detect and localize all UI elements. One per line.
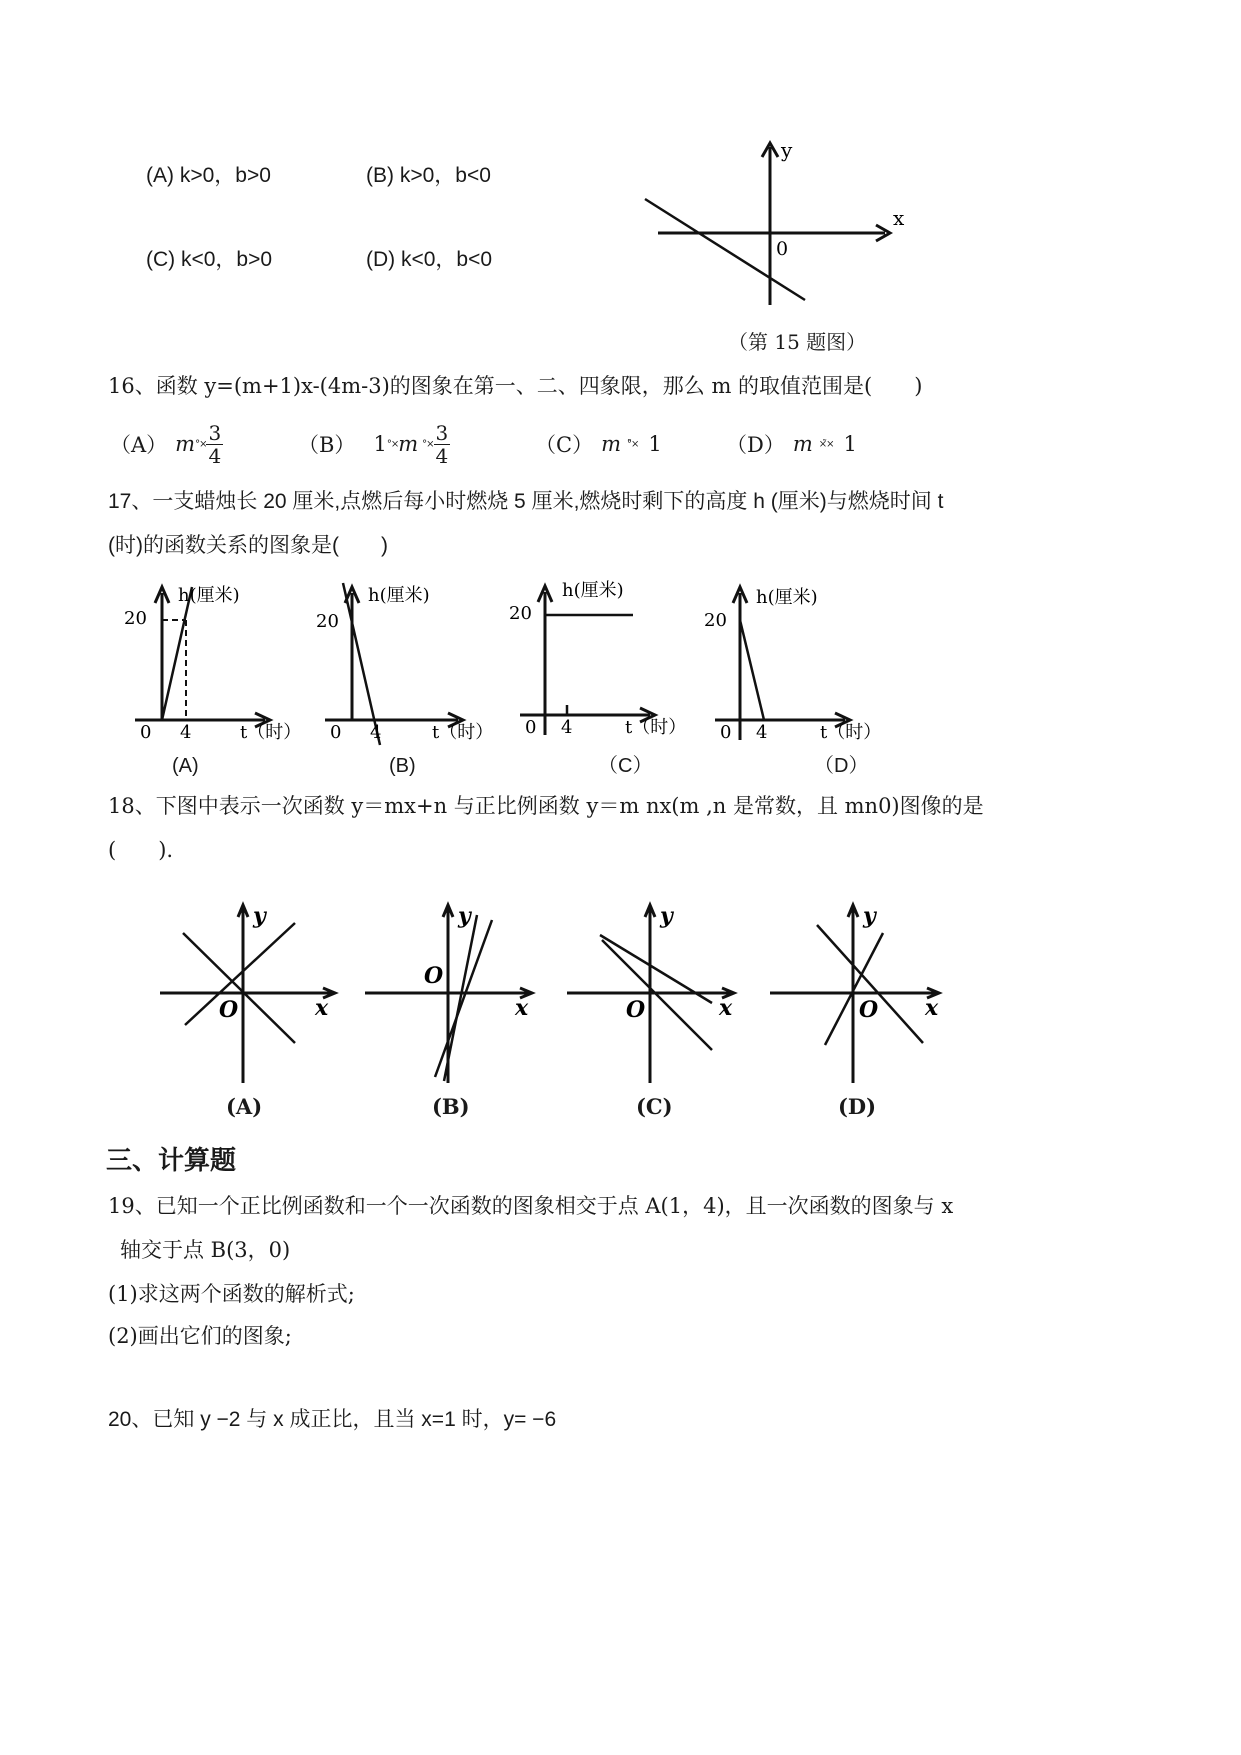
- q17-line1: 17、一支蜡烛长 20 厘米,点燃后每小时燃烧 5 厘米,燃烧时剩下的高度 h (厘米)与燃烧时间 t: [108, 490, 944, 513]
- q17-b-4: 4: [370, 722, 382, 743]
- q19-part2: (2)画出它们的图象;: [108, 1324, 292, 1348]
- q18-graph-b: [360, 895, 550, 1085]
- q17-caption-b: (B): [389, 755, 416, 777]
- q17-d-20: 20: [704, 610, 727, 631]
- q17-graph-d: [700, 575, 900, 750]
- q19-part1: (1)求这两个函数的解析式;: [108, 1282, 355, 1306]
- q17-a-h-label: h(厘米): [178, 585, 240, 606]
- q17-graph-c: [505, 570, 705, 745]
- q18-a-y: y: [253, 903, 266, 929]
- q17-caption-c: （C）: [598, 755, 653, 777]
- q15-option-d: (D) k<0，b<0: [366, 248, 493, 271]
- q18-b-y: y: [458, 903, 471, 929]
- q19-line1: 19、已知一个正比例函数和一个一次函数的图象相交于点 A(1，4)，且一次函数的图象与 x: [108, 1194, 954, 1218]
- q16-b-fraction: [434, 422, 451, 467]
- q16-b-symbol1: °×: [386, 438, 399, 450]
- q17-b-0: 0: [330, 722, 342, 743]
- q17-c-h-label: h(厘米): [562, 580, 624, 601]
- q16-a-symbol: °×: [195, 438, 207, 450]
- q18-graph-c: [562, 895, 752, 1085]
- q17-c-t-label: t（时）: [625, 717, 687, 738]
- q16-d-label: （D）: [726, 433, 785, 457]
- q15-figure: [640, 135, 920, 315]
- q16-c-one: 1: [648, 432, 662, 456]
- q17-d-t-label: t（时）: [820, 722, 882, 743]
- q16-a-den: 4: [208, 443, 222, 468]
- q16-a-fraction: [206, 422, 223, 467]
- q17-a-t-label: t（时）: [240, 722, 302, 743]
- q16-d-one: 1: [843, 432, 857, 456]
- q16-b-den: 4: [435, 443, 449, 468]
- q17-a-4: 4: [180, 722, 192, 743]
- q18-b-o: O: [424, 963, 444, 989]
- q17-b-20: 20: [316, 611, 339, 632]
- q18-caption-a: (A): [226, 1094, 263, 1119]
- q17-line2: (时)的函数关系的图象是( ): [108, 534, 388, 557]
- q18-a-x: x: [315, 995, 329, 1021]
- q15-option-b: (B) k>0，b<0: [366, 164, 491, 187]
- q16-option-c: [535, 417, 662, 471]
- q18-c-x: x: [719, 995, 733, 1021]
- q18-caption-b: (B): [432, 1094, 470, 1119]
- q16-b-label: （B）: [298, 433, 356, 457]
- q15-origin-label: 0: [776, 238, 789, 260]
- q18-d-y: y: [863, 903, 876, 929]
- q16-b-symbol2: °×: [422, 438, 434, 450]
- q15-caption: （第 15 题图）: [728, 330, 867, 354]
- q17-a-0: 0: [140, 722, 152, 743]
- q17-c-20: 20: [509, 603, 532, 624]
- q18-graph-d: [765, 895, 955, 1085]
- q18-graph-a: [155, 895, 345, 1085]
- q18-c-o: O: [626, 997, 646, 1023]
- q16-d-m: m: [792, 432, 813, 456]
- q16-option-a: [110, 417, 223, 471]
- q16-b-num: 3: [435, 420, 449, 445]
- q17-a-20: 20: [124, 608, 147, 629]
- q18-line2: ( ).: [108, 838, 174, 862]
- q19-line2: 轴交于点 B(3，0): [120, 1238, 291, 1262]
- q17-c-4: 4: [561, 717, 573, 738]
- q15-option-a: (A) k>0，b>0: [146, 164, 271, 187]
- q16-option-d: [726, 417, 857, 471]
- q17-d-4: 4: [756, 722, 768, 743]
- q18-c-y: y: [660, 903, 673, 929]
- q16-c-symbol: °̃×: [627, 438, 639, 450]
- q16-option-b: [298, 417, 450, 471]
- q20-text: 20、已知 y −2 与 x 成正比，且当 x=1 时，y= −6: [108, 1408, 557, 1431]
- q18-caption-c: (C): [636, 1094, 673, 1119]
- q17-graph-a: [120, 575, 320, 750]
- q18-d-o: O: [859, 997, 879, 1023]
- q16-b-m: m: [398, 432, 419, 456]
- q18-a-o: O: [219, 997, 239, 1023]
- q18-caption-d: (D): [838, 1094, 877, 1119]
- q16-c-m: m: [601, 432, 621, 456]
- q16-c-label: （C）: [535, 433, 594, 457]
- q17-c-0: 0: [525, 717, 537, 738]
- q16-a-label: （A）: [110, 433, 168, 457]
- q16-a-num: 3: [208, 420, 222, 445]
- q17-b-t-label: t（时）: [432, 722, 494, 743]
- q15-x-label: x: [893, 206, 905, 230]
- section-title: 三、计算题: [106, 1146, 237, 1176]
- q17-caption-a: (A): [172, 755, 199, 777]
- q15-y-label: y: [781, 138, 793, 162]
- q17-graph-b: [310, 575, 510, 750]
- q16-d-symbol: ×̃×: [818, 438, 834, 450]
- q16-a-m: m: [175, 432, 196, 456]
- q17-caption-d: （D）: [814, 755, 869, 777]
- q18-line1: 18、下图中表示一次函数 y＝mx+n 与正比例函数 y＝m nx(m ,n 是常数，且 mn0)图像的是: [108, 794, 984, 818]
- q16-b-one: 1: [373, 432, 387, 456]
- q17-d-0: 0: [720, 722, 732, 743]
- q17-d-h-label: h(厘米): [756, 587, 818, 608]
- q16-stem: 16、函数 y=(m+1)x-(4m-3)的图象在第一、二、四象限，那么 m 的取值范围是( ): [108, 374, 923, 398]
- q18-d-x: x: [925, 995, 939, 1021]
- q15-option-c: (C) k<0，b>0: [146, 248, 273, 271]
- q17-b-h-label: h(厘米): [368, 585, 430, 606]
- q18-b-x: x: [515, 995, 529, 1021]
